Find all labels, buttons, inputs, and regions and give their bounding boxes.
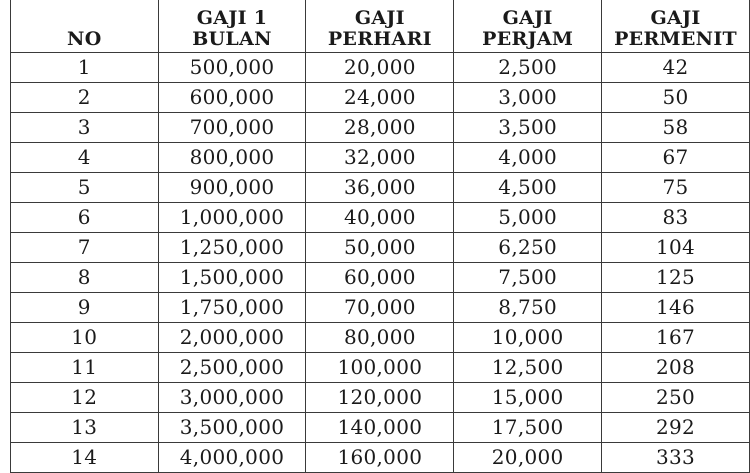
cell-gaji-perhari: 160,000 — [306, 443, 454, 473]
header-line: GAJI — [502, 7, 553, 29]
cell-gaji-perhari: 60,000 — [306, 263, 454, 293]
cell-no: 11 — [11, 353, 159, 383]
cell-gaji-bulan: 1,500,000 — [158, 263, 306, 293]
table-row — [11, 173, 750, 203]
cell-no: 7 — [11, 233, 159, 263]
cell-gaji-bulan: 500,000 — [158, 53, 306, 83]
cell-gaji-perjam: 10,000 — [454, 323, 602, 353]
cell-no: 3 — [11, 113, 159, 143]
cell-gaji-permenit: 42 — [602, 53, 750, 83]
header-line: PERMENIT — [614, 28, 737, 50]
header-gaji-permenit — [602, 0, 750, 53]
table-row — [11, 293, 750, 323]
header-gaji-bulan — [158, 0, 306, 53]
table-row — [11, 53, 750, 83]
cell-gaji-perjam: 3,000 — [454, 83, 602, 113]
cell-no: 1 — [11, 53, 159, 83]
cell-gaji-perjam: 2,500 — [454, 53, 602, 83]
cell-gaji-permenit: 75 — [602, 173, 750, 203]
cell-no: 9 — [11, 293, 159, 323]
cell-gaji-bulan: 1,250,000 — [158, 233, 306, 263]
cell-gaji-bulan: 3,000,000 — [158, 383, 306, 413]
cell-gaji-permenit: 104 — [602, 233, 750, 263]
cell-gaji-bulan: 2,500,000 — [158, 353, 306, 383]
cell-gaji-perhari: 70,000 — [306, 293, 454, 323]
cell-gaji-permenit: 333 — [602, 443, 750, 473]
table-body — [11, 53, 750, 473]
table-header — [11, 0, 750, 53]
cell-no: 8 — [11, 263, 159, 293]
cell-gaji-permenit: 208 — [602, 353, 750, 383]
header-line: GAJI — [650, 7, 701, 29]
cell-gaji-bulan: 800,000 — [158, 143, 306, 173]
cell-gaji-permenit: 167 — [602, 323, 750, 353]
cell-gaji-perjam: 8,750 — [454, 293, 602, 323]
cell-gaji-perhari: 120,000 — [306, 383, 454, 413]
cell-no: 14 — [11, 443, 159, 473]
salary-table — [10, 0, 750, 473]
cell-gaji-perhari: 24,000 — [306, 83, 454, 113]
table-row — [11, 413, 750, 443]
header-line: GAJI — [354, 7, 405, 29]
cell-gaji-perjam: 7,500 — [454, 263, 602, 293]
cell-gaji-permenit: 67 — [602, 143, 750, 173]
cell-gaji-perhari: 28,000 — [306, 113, 454, 143]
cell-no: 4 — [11, 143, 159, 173]
table-row — [11, 203, 750, 233]
header-line: BULAN — [192, 28, 272, 50]
header-gaji-perjam — [454, 0, 602, 53]
cell-no: 5 — [11, 173, 159, 203]
cell-gaji-bulan: 700,000 — [158, 113, 306, 143]
table-row — [11, 233, 750, 263]
header-gaji-perhari — [306, 0, 454, 53]
cell-gaji-permenit: 125 — [602, 263, 750, 293]
table-row — [11, 353, 750, 383]
cell-gaji-perjam: 15,000 — [454, 383, 602, 413]
header-no — [11, 0, 159, 53]
cell-no: 6 — [11, 203, 159, 233]
header-line: PERHARI — [327, 28, 432, 50]
cell-gaji-perhari: 20,000 — [306, 53, 454, 83]
table-row — [11, 323, 750, 353]
header-line: PERJAM — [482, 28, 574, 50]
cell-gaji-bulan: 1,750,000 — [158, 293, 306, 323]
cell-gaji-perhari: 100,000 — [306, 353, 454, 383]
cell-gaji-perjam: 4,000 — [454, 143, 602, 173]
cell-gaji-perhari: 36,000 — [306, 173, 454, 203]
cell-gaji-perhari: 32,000 — [306, 143, 454, 173]
table-row — [11, 263, 750, 293]
cell-gaji-perhari: 140,000 — [306, 413, 454, 443]
table-row — [11, 143, 750, 173]
cell-gaji-bulan: 1,000,000 — [158, 203, 306, 233]
cell-gaji-permenit: 83 — [602, 203, 750, 233]
cell-gaji-perhari: 80,000 — [306, 323, 454, 353]
cell-gaji-permenit: 146 — [602, 293, 750, 323]
cell-gaji-perjam: 6,250 — [454, 233, 602, 263]
header-row — [11, 0, 750, 53]
cell-gaji-permenit: 50 — [602, 83, 750, 113]
cell-gaji-bulan: 3,500,000 — [158, 413, 306, 443]
table-row — [11, 443, 750, 473]
cell-gaji-perjam: 20,000 — [454, 443, 602, 473]
cell-gaji-perjam: 17,500 — [454, 413, 602, 443]
cell-gaji-bulan: 900,000 — [158, 173, 306, 203]
cell-no: 12 — [11, 383, 159, 413]
cell-gaji-permenit: 292 — [602, 413, 750, 443]
table-row — [11, 83, 750, 113]
cell-no: 10 — [11, 323, 159, 353]
cell-gaji-perjam: 12,500 — [454, 353, 602, 383]
table-row — [11, 383, 750, 413]
cell-gaji-bulan: 2,000,000 — [158, 323, 306, 353]
cell-gaji-perjam: 4,500 — [454, 173, 602, 203]
cell-gaji-permenit: 58 — [602, 113, 750, 143]
cell-gaji-permenit: 250 — [602, 383, 750, 413]
cell-gaji-perjam: 5,000 — [454, 203, 602, 233]
cell-gaji-perhari: 50,000 — [306, 233, 454, 263]
header-line: GAJI 1 — [196, 7, 268, 29]
header-line: NO — [67, 28, 102, 50]
cell-gaji-bulan: 4,000,000 — [158, 443, 306, 473]
cell-gaji-perjam: 3,500 — [454, 113, 602, 143]
cell-no: 13 — [11, 413, 159, 443]
cell-gaji-bulan: 600,000 — [158, 83, 306, 113]
cell-no: 2 — [11, 83, 159, 113]
cell-gaji-perhari: 40,000 — [306, 203, 454, 233]
table-row — [11, 113, 750, 143]
